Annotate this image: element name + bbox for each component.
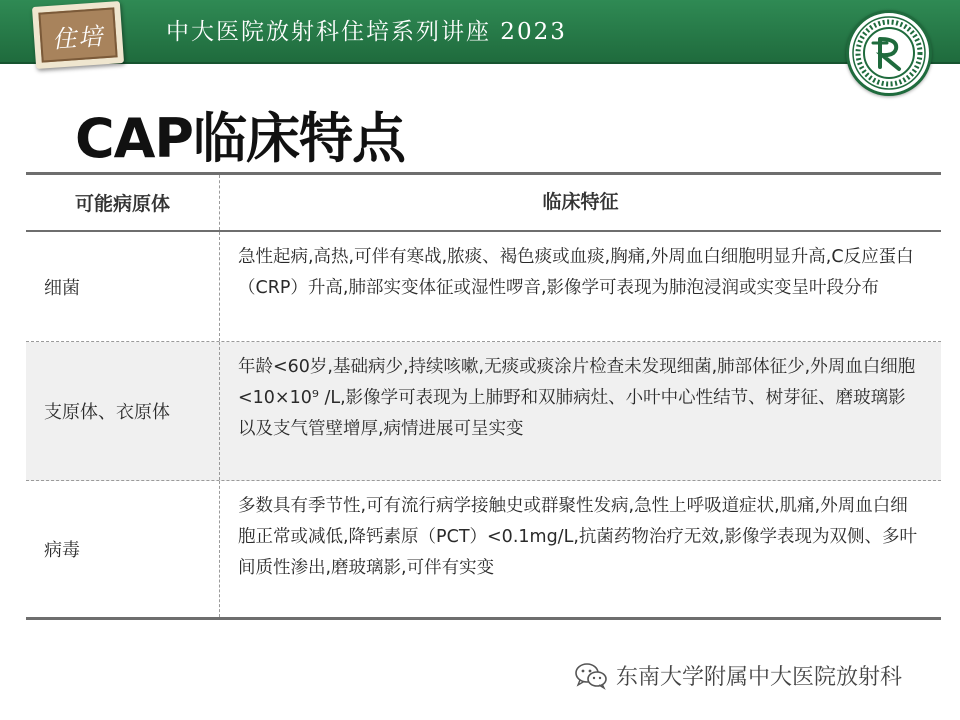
- header-pathogen: 可能病原体: [26, 175, 220, 230]
- wechat-icon: [574, 662, 608, 690]
- badge-text: 住培: [51, 21, 106, 54]
- clinical-features-table: [26, 172, 941, 620]
- pathogen-cell: 病毒: [26, 481, 220, 617]
- table-row: [26, 481, 941, 617]
- slide-title: CAP临床特点: [75, 107, 405, 170]
- features-cell: 急性起病,高热,可伴有寒战,脓痰、褐色痰或血痰,胸痛,外周血白细胞明显升高,C反应蛋白（CRP）升高,肺部实变体征或湿性啰音,影像学可表现为肺泡浸润或实变呈叶段分布: [238, 247, 914, 298]
- features-cell: 年龄<60岁,基础病少,持续咳嗽,无痰或痰涂片检查未发现细菌,肺部体征少,外周血白细胞<10×10⁹ /L,影像学可表现为上肺野和双肺病灶、小叶中心性结节、树芽征、磨玻璃影以及支气管壁增厚,病情进展可呈实变: [238, 357, 916, 439]
- table-header-row: [26, 175, 941, 232]
- features-cell: 多数具有季节性,可有流行病学接触史或群聚性发病,急性上呼吸道症状,肌痛,外周血白细胞正常或减低,降钙素原（PCT）<0.1mg/L,抗菌药物治疗无效,影像学表现为双侧、多叶间质性渗出,磨玻璃影,可伴有实变: [238, 496, 917, 578]
- table-row: [26, 232, 941, 342]
- hospital-logo-icon: [849, 13, 929, 93]
- pathogen-cell: 细菌: [26, 232, 220, 341]
- hospital-logo: [846, 10, 932, 96]
- watermark: [574, 660, 902, 691]
- residency-badge: [32, 1, 124, 69]
- banner-title: 中大医院放射科住培系列讲座 2023: [166, 19, 567, 45]
- table-row: [26, 342, 941, 481]
- pathogen-cell: 支原体、衣原体: [26, 342, 220, 480]
- header-banner: [0, 0, 960, 64]
- watermark-text: 东南大学附属中大医院放射科: [616, 665, 903, 690]
- badge-board: [38, 7, 117, 62]
- header-features: 临床特征: [542, 191, 619, 213]
